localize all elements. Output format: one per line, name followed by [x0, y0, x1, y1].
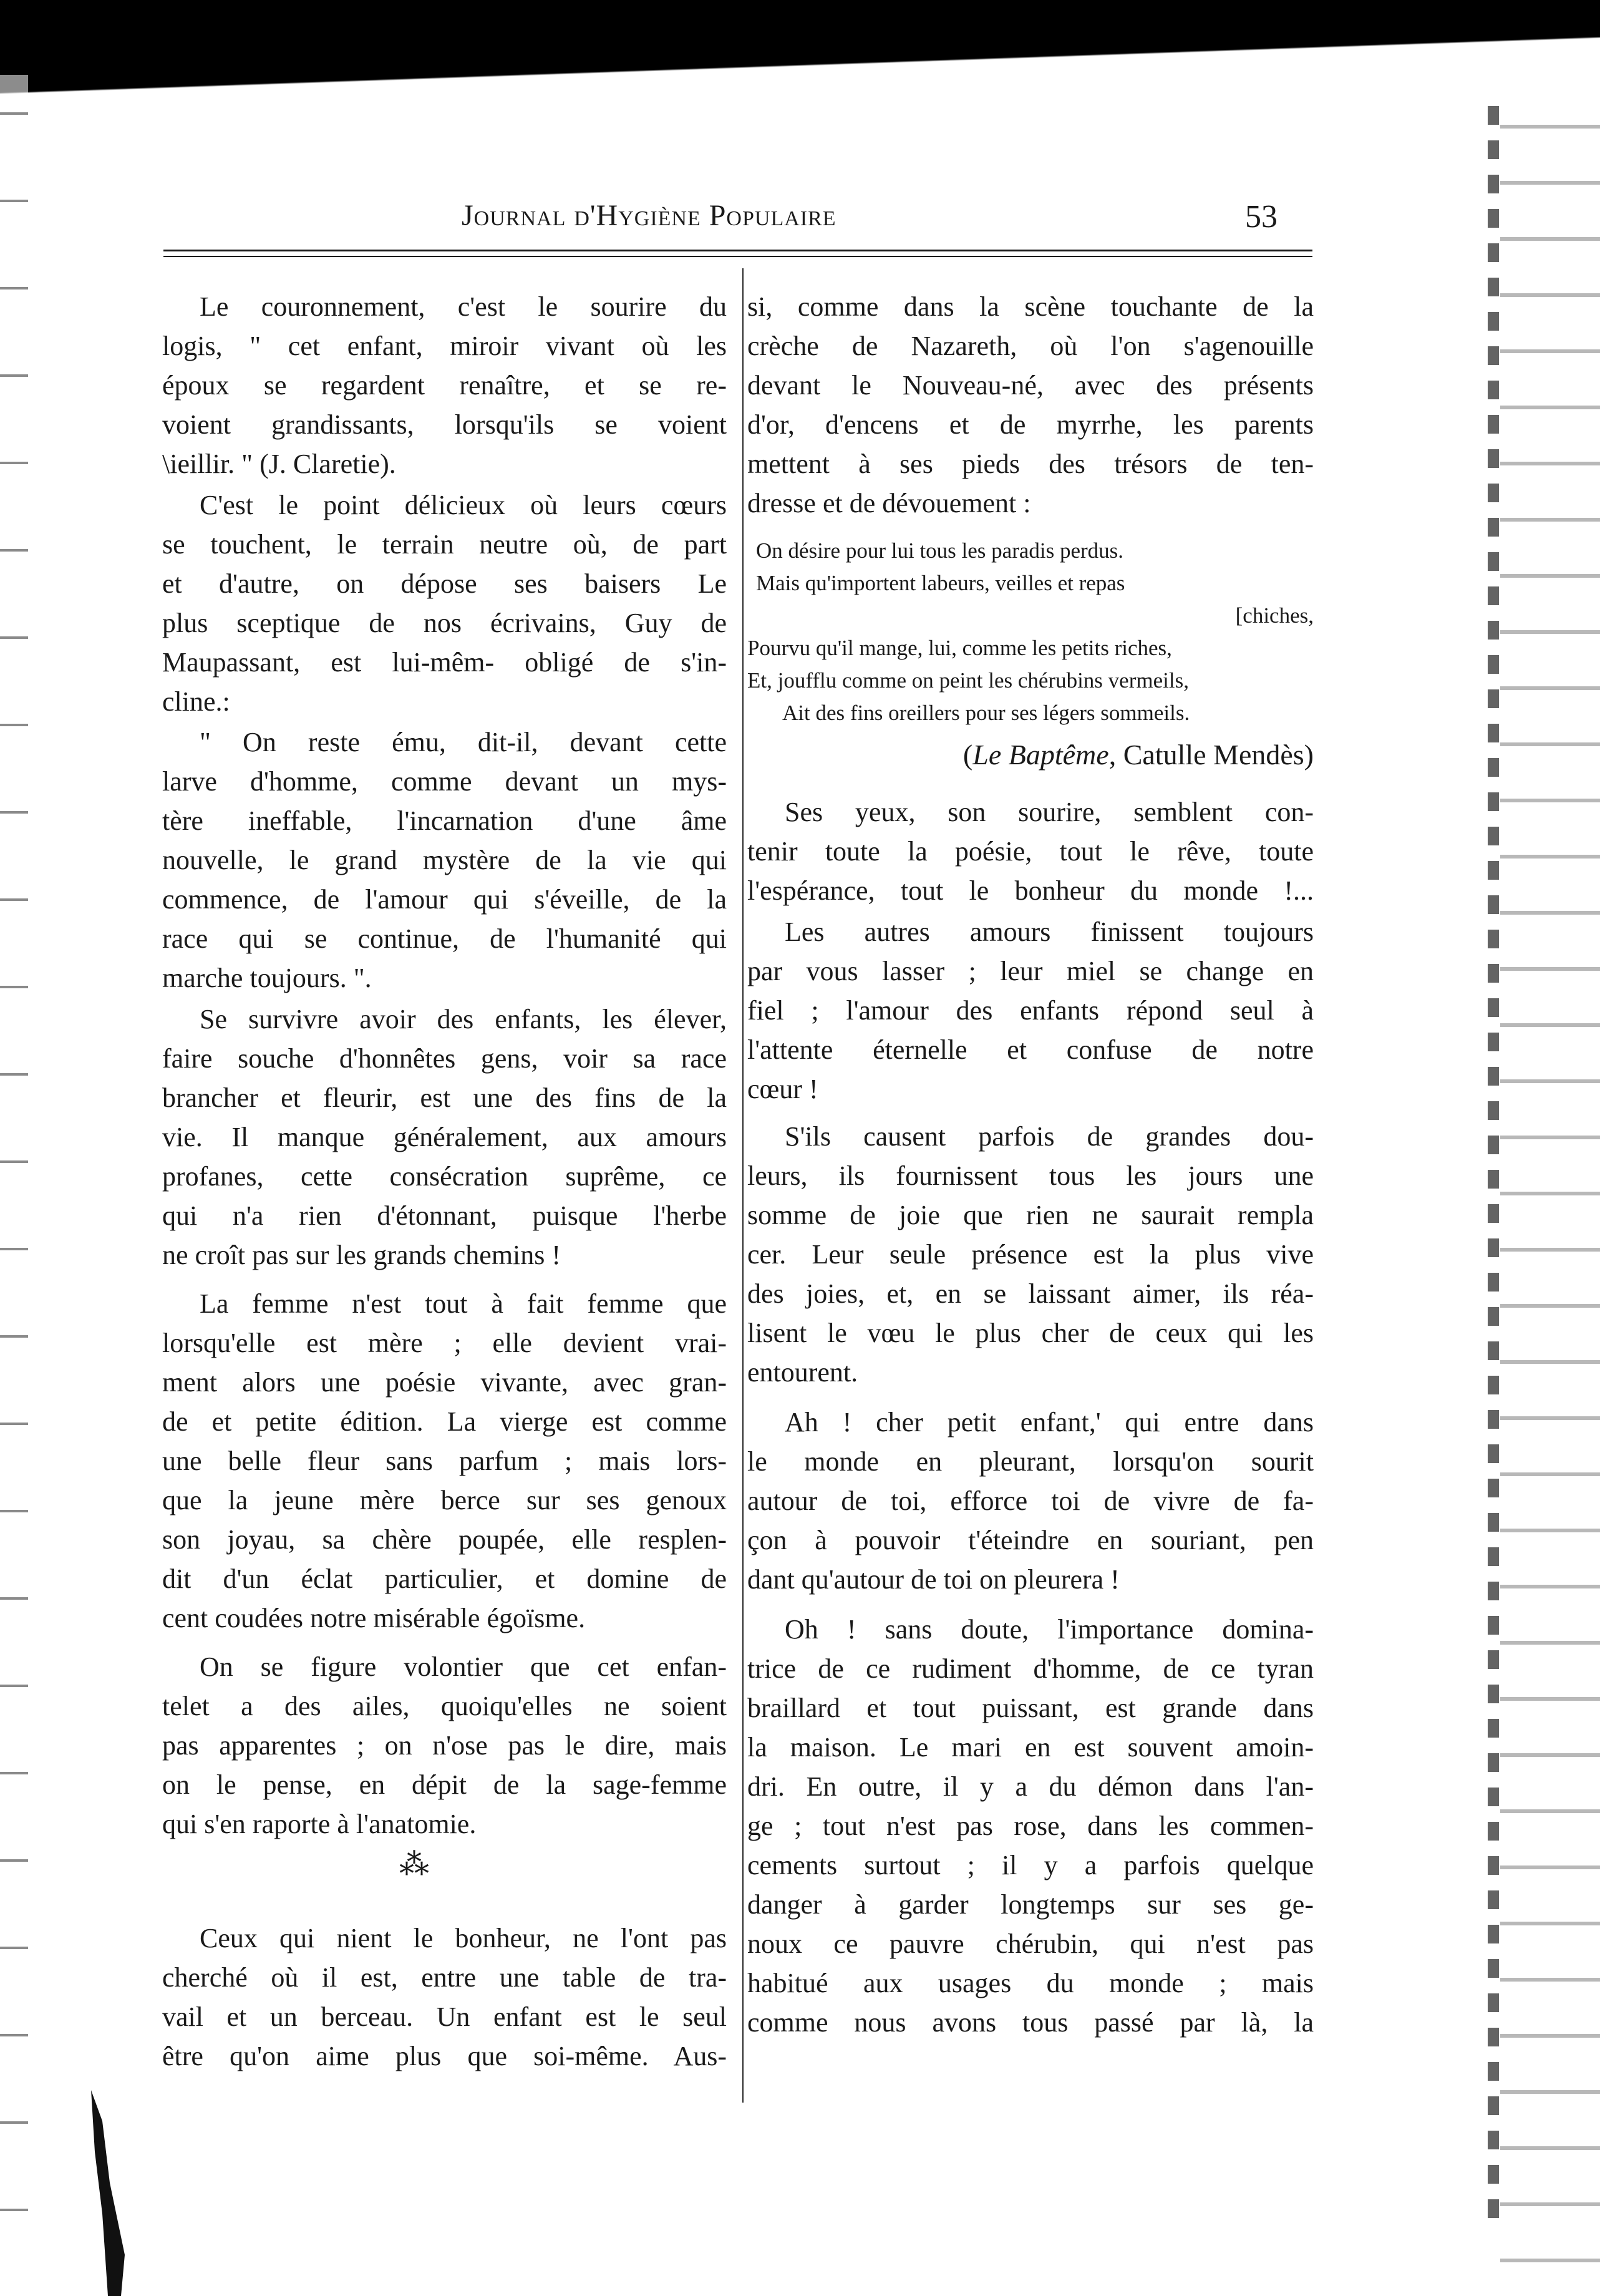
text-line: Oh ! sans doute, l'importance domina- [785, 1614, 1314, 1645]
text-line: Ah ! cher petit enfant,' qui entre dans [785, 1407, 1314, 1437]
text-line: que la jeune mère berce sur ses genoux [162, 1485, 727, 1515]
text-line: être qu'on aime plus que soi-même. Aus- [162, 2041, 727, 2071]
text-line: marche toujours. ". [162, 963, 372, 993]
text-line: " On reste ému, dit-il, devant cette [200, 727, 727, 757]
text-line: S'ils causent parfois de grandes dou- [785, 1121, 1314, 1152]
text-line: profanes, cette consécration suprême, ce [162, 1161, 727, 1192]
text-line: dresse et de dévouement : [747, 488, 1031, 518]
text-line: ne croît pas sur les grands chemins ! [162, 1240, 561, 1270]
text-line: plus sceptique de nos écrivains, Guy de [162, 608, 727, 638]
text-line: logis, " cet enfant, miroir vivant où les [162, 331, 727, 361]
attribution-open: ( [962, 739, 973, 771]
text-line: Maupassant, est lui-mêm- obligé de s'in- [162, 647, 727, 678]
text-line: leurs, ils fournissent tous les jours une [747, 1160, 1314, 1191]
poem-attribution [747, 735, 1314, 775]
text-line: dit d'un éclat particulier, et domine de [162, 1564, 727, 1594]
text-line: crèche de Nazareth, où l'on s'agenouille [747, 331, 1314, 361]
text-line: çon à pouvoir t'éteindre en souriant, pen [747, 1525, 1314, 1555]
text-line: danger à garder longtemps sur ses ge- [747, 1889, 1314, 1920]
text-line: l'espérance, tout le bonheur du monde !... [747, 875, 1314, 906]
text-line: époux se regardent renaître, et se re- [162, 370, 727, 401]
header-rule [163, 250, 1312, 251]
text-line: braillard et tout puissant, est grande dans [747, 1693, 1314, 1723]
text-line: et d'autre, on dépose ses baisers Le [162, 568, 727, 599]
text-line: cherché où il est, entre une table de tra- [162, 1962, 727, 1993]
text-line: cent coudées notre misérable égoïsme. [162, 1603, 586, 1633]
text-line: se touchent, le terrain neutre où, de part [162, 529, 727, 560]
poem-line-continuation: [chiches, [1235, 603, 1314, 628]
attribution-author: , Catulle Mendès) [1108, 739, 1314, 771]
text-line: par vous lasser ; leur miel se change en [747, 956, 1314, 986]
text-line: dant qu'autour de toi on pleurera ! [747, 1564, 1120, 1595]
text-line: vail et un berceau. Un enfant est le seul [162, 2002, 727, 2032]
text-line: larve d'homme, comme devant un mys- [162, 766, 727, 797]
text-line: Se survivre avoir des enfants, les élever, [200, 1004, 727, 1034]
text-line: habitué aux usages du monde ; mais [747, 1968, 1314, 1998]
text-line: brancher et fleurir, est une des fins de la [162, 1082, 727, 1113]
text-line: l'attente éternelle et confuse de notre [747, 1034, 1314, 1065]
text-line: vie. Il manque généralement, aux amours [162, 1122, 727, 1152]
text-line: cline.: [162, 686, 230, 717]
page-number: 53 [1245, 199, 1278, 235]
poem-line: Mais qu'importent labeurs, veilles et repas [756, 571, 1125, 595]
text-line: qui s'en raporte à l'anatomie. [162, 1809, 477, 1839]
text-line: tère ineffable, l'incarnation d'une âme [162, 805, 727, 836]
scan-ink-blot [87, 2090, 125, 2296]
header-rule-thin [163, 256, 1312, 257]
text-line: la maison. Le mari en est souvent amoin- [747, 1732, 1314, 1763]
text-line: mettent à ses pieds des trésors de ten- [747, 449, 1314, 479]
text-line: trice de ce rudiment d'homme, de ce tyran [747, 1653, 1314, 1684]
text-line: faire souche d'honnêtes gens, voir sa race [162, 1043, 727, 1074]
poem-line: Et, joufflu comme on peint les chérubins vermeils, [747, 668, 1189, 693]
text-line: Les autres amours finissent toujours [785, 917, 1314, 947]
text-line: La femme n'est tout à fait femme que [200, 1288, 727, 1319]
scan-gutter-mark [1488, 106, 1499, 2227]
text-line: lorsqu'elle est mère ; elle devient vrai- [162, 1328, 727, 1358]
text-line: ment alors une poésie vivante, avec gran- [162, 1367, 727, 1398]
text-line: \ieillir. " (J. Claretie). [162, 449, 396, 479]
text-line: son joyau, sa chère poupée, elle resplen- [162, 1524, 727, 1555]
text-line: cements surtout ; il y a parfois quelque [747, 1850, 1314, 1880]
text-line: Ceux qui nient le bonheur, ne l'ont pas [200, 1923, 727, 1953]
text-line: noux ce pauvre chérubin, qui n'est pas [747, 1929, 1314, 1959]
text-line: de et petite édition. La vierge est comme [162, 1406, 727, 1437]
scan-border-top [0, 0, 1600, 112]
text-line: cœur ! [747, 1074, 818, 1104]
text-line: Le couronnement, c'est le sourire du [200, 291, 727, 322]
text-line: telet a des ailes, quoiqu'elles ne soient [162, 1691, 727, 1721]
text-line: ge ; tout n'est pas rose, dans les commen- [747, 1811, 1314, 1841]
column-divider [742, 268, 744, 2103]
scan-border-left [0, 75, 28, 2296]
text-line: nouvelle, le grand mystère de la vie qui [162, 845, 727, 875]
text-line: devant le Nouveau-né, avec des présents [747, 370, 1314, 401]
poem-line: On désire pour lui tous les paradis perdus. [756, 538, 1124, 563]
text-line: des joies, et, en se laissant aimer, ils réa- [747, 1278, 1314, 1309]
text-line: entourent. [747, 1357, 858, 1388]
text-line: une belle fleur sans parfum ; mais lors- [162, 1446, 727, 1476]
text-line: race qui se continue, de l'humanité qui [162, 923, 727, 954]
text-line: On se figure volontier que cet enfan- [200, 1651, 727, 1682]
text-line: le monde en pleurant, lorsqu'on sourit [747, 1446, 1314, 1477]
attribution-work: Le Baptême [972, 739, 1109, 771]
scan-border-right [1500, 100, 1600, 2296]
poem-line: Pourvu qu'il mange, lui, comme les petits riches, [747, 636, 1172, 660]
text-line: pas apparentes ; on n'ose pas le dire, mais [162, 1730, 727, 1761]
text-line: commence, de l'amour qui s'éveille, de la [162, 884, 727, 915]
text-line: C'est le point délicieux où leurs cœurs [200, 490, 727, 520]
text-line: lisent le vœu le plus cher de ceux qui les [747, 1318, 1314, 1348]
text-line: qui n'a rien d'étonnant, puisque l'herbe [162, 1200, 727, 1231]
poem-line: Ait des fins oreillers pour ses légers sommeils. [782, 701, 1190, 725]
text-line: voient grandissants, lorsqu'ils se voient [162, 409, 727, 440]
asterism-ornament: ⁂ [399, 1848, 429, 1881]
text-line: autour de toi, efforce toi de vivre de fa- [747, 1486, 1314, 1516]
running-title: Journal d'Hygiène Populaire [462, 199, 836, 232]
text-line: dri. En outre, il y a du démon dans l'an- [747, 1771, 1314, 1802]
text-line: tenir toute la poésie, tout le rêve, toute [747, 836, 1314, 867]
text-line: d'or, d'encens et de myrrhe, les parents [747, 409, 1314, 440]
text-line: fiel ; l'amour des enfants répond seul à [747, 995, 1314, 1026]
text-line: Ses yeux, son sourire, semblent con- [785, 797, 1314, 827]
text-line: somme de joie que rien ne saurait rempla [747, 1200, 1314, 1230]
text-line: comme nous avons tous passé par là, la [747, 2007, 1314, 2038]
text-line: si, comme dans la scène touchante de la [747, 291, 1314, 322]
text-line: cer. Leur seule présence est la plus vive [747, 1239, 1314, 1270]
text-line: on le pense, en dépit de la sage-femme [162, 1769, 727, 1800]
